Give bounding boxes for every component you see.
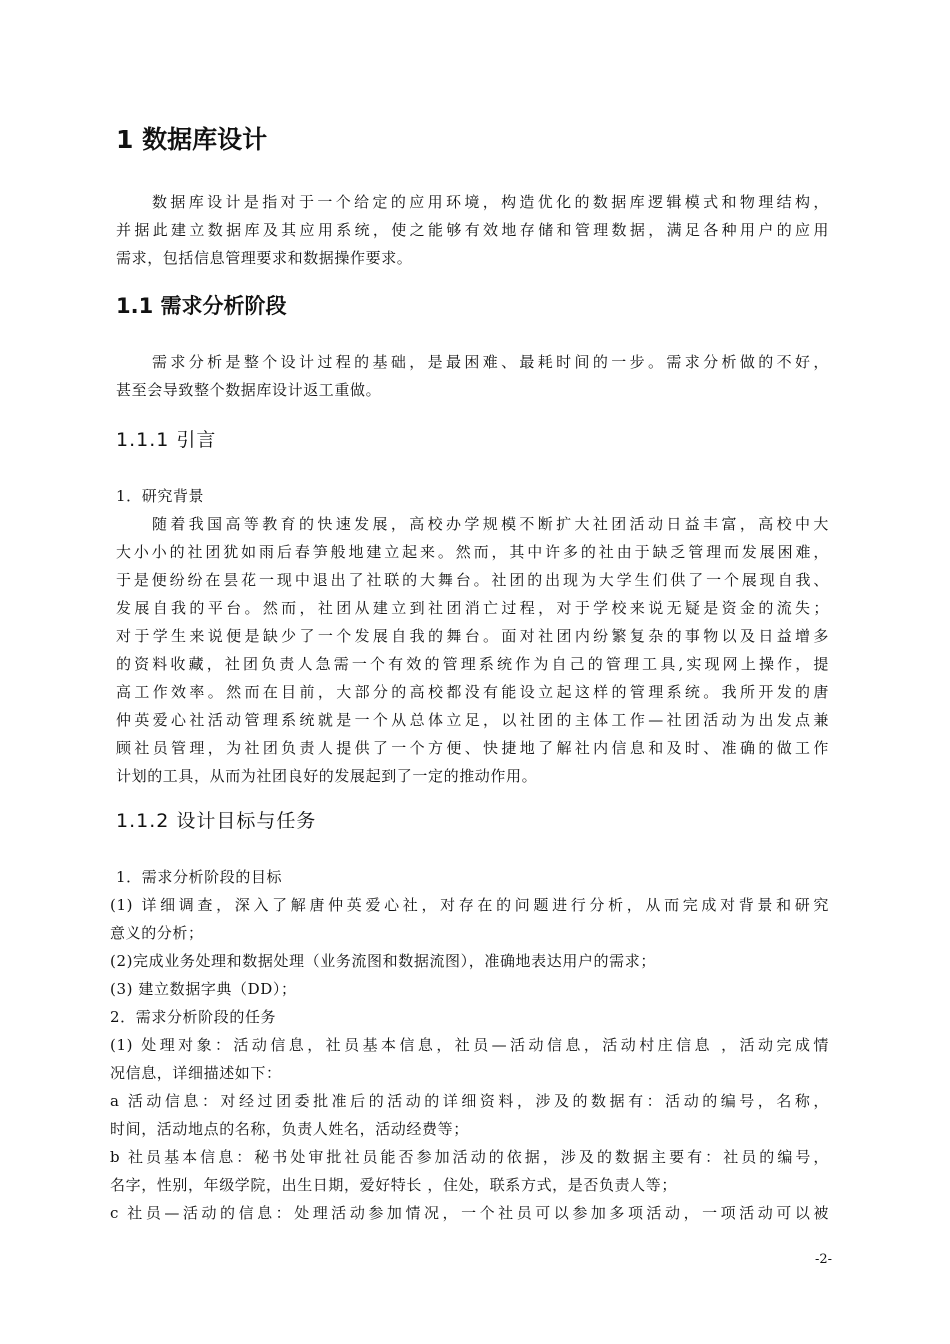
list-item: 名字，性别，年级学院，出生日期，爱好特长 ，住处，联系方式，是否负责人等； [110, 1176, 677, 1194]
section-heading: 1.1 需求分析阶段 [116, 294, 287, 318]
text-line: 发展自我的平台。然而，社团从建立到社团消亡过程，对于学校来说无疑是资金的流失； [116, 599, 829, 617]
subsection-heading-intro: 1.1.1 引言 [116, 429, 217, 451]
text-line: 高工作效率。然而在目前，大部分的高校都没有能设立起这样的管理系统。我所开发的唐 [116, 683, 829, 701]
text-line: 顾社员管理，为社团负责人提供了一个方便、快捷地了解社内信息和及时、准确的做工作 [116, 739, 829, 757]
list-item: 时间，活动地点的名称，负责人姓名，活动经费等； [110, 1120, 469, 1138]
text-line: 甚至会导致整个数据库设计返工重做。 [116, 381, 382, 399]
list-item: (3) 建立数据字典（DD）； [110, 980, 297, 998]
text-line: 计划的工具，从而为社团良好的发展起到了一定的推动作用。 [116, 767, 538, 785]
list-item: (1) 处理对象：活动信息，社员基本信息，社员—活动信息，活动村庄信息 ，活动完成情 [110, 1036, 829, 1054]
list-item: 况信息，详细描述如下： [110, 1064, 282, 1082]
list-item: b 社员基本信息：秘书处审批社员能否参加活动的依据，涉及的数据主要有：社员的编号， [110, 1148, 829, 1166]
text-line: 需求分析是整个设计过程的基础，是最困难、最耗时间的一步。需求分析做的不好， [152, 353, 829, 371]
list-item: a 活动信息：对经过团委批准后的活动的详细资料，涉及的数据有：活动的编号，名称， [110, 1092, 829, 1110]
chapter-heading: 1 数据库设计 [116, 125, 268, 154]
list-item: c 社员—活动的信息：处理活动参加情况，一个社员可以参加多项活动，一项活动可以被 [110, 1204, 829, 1222]
text-line: 数据库设计是指对于一个给定的应用环境，构造优化的数据库逻辑模式和物理结构， [152, 193, 829, 211]
text-line: 对于学生来说便是缺少了一个发展自我的舞台。面对社团内纷繁复杂的事物以及日益增多 [116, 627, 829, 645]
list-item: 2．需求分析阶段的任务 [110, 1008, 277, 1026]
list-item: 1．需求分析阶段的目标 [116, 868, 283, 886]
text-line: 需求，包括信息管理要求和数据操作要求。 [116, 249, 413, 267]
page-number: -2- [815, 1252, 833, 1267]
text-line: 并据此建立数据库及其应用系统，使之能够有效地存储和管理数据，满足各种用户的应用 [116, 221, 829, 239]
item-title: 1．研究背景 [116, 487, 205, 505]
list-item: 意义的分析； [110, 924, 204, 942]
text-line: 仲英爱心社活动管理系统就是一个从总体立足，以社团的主体工作—社团活动为出发点兼 [116, 711, 829, 729]
subsection-heading-goals: 1.1.2 设计目标与任务 [116, 810, 317, 832]
text-line: 于是便纷纷在昙花一现中退出了社联的大舞台。社团的出现为大学生们供了一个展现自我、 [116, 571, 829, 589]
list-item: (1) 详细调查，深入了解唐仲英爱心社，对存在的问题进行分析，从而完成对背景和研究 [110, 896, 829, 914]
text-line: 随着我国高等教育的快速发展，高校办学规模不断扩大社团活动日益丰富，高校中大 [152, 515, 829, 533]
text-line: 大小小的社团犹如雨后春笋般地建立起来。然而，其中许多的社由于缺乏管理而发展困难， [116, 543, 829, 561]
list-item: (2)完成业务处理和数据处理（业务流图和数据流图），准确地表达用户的需求； [110, 952, 656, 970]
text-line: 的资料收藏，社团负责人急需一个有效的管理系统作为自己的管理工具,实现网上操作，提 [116, 655, 829, 673]
